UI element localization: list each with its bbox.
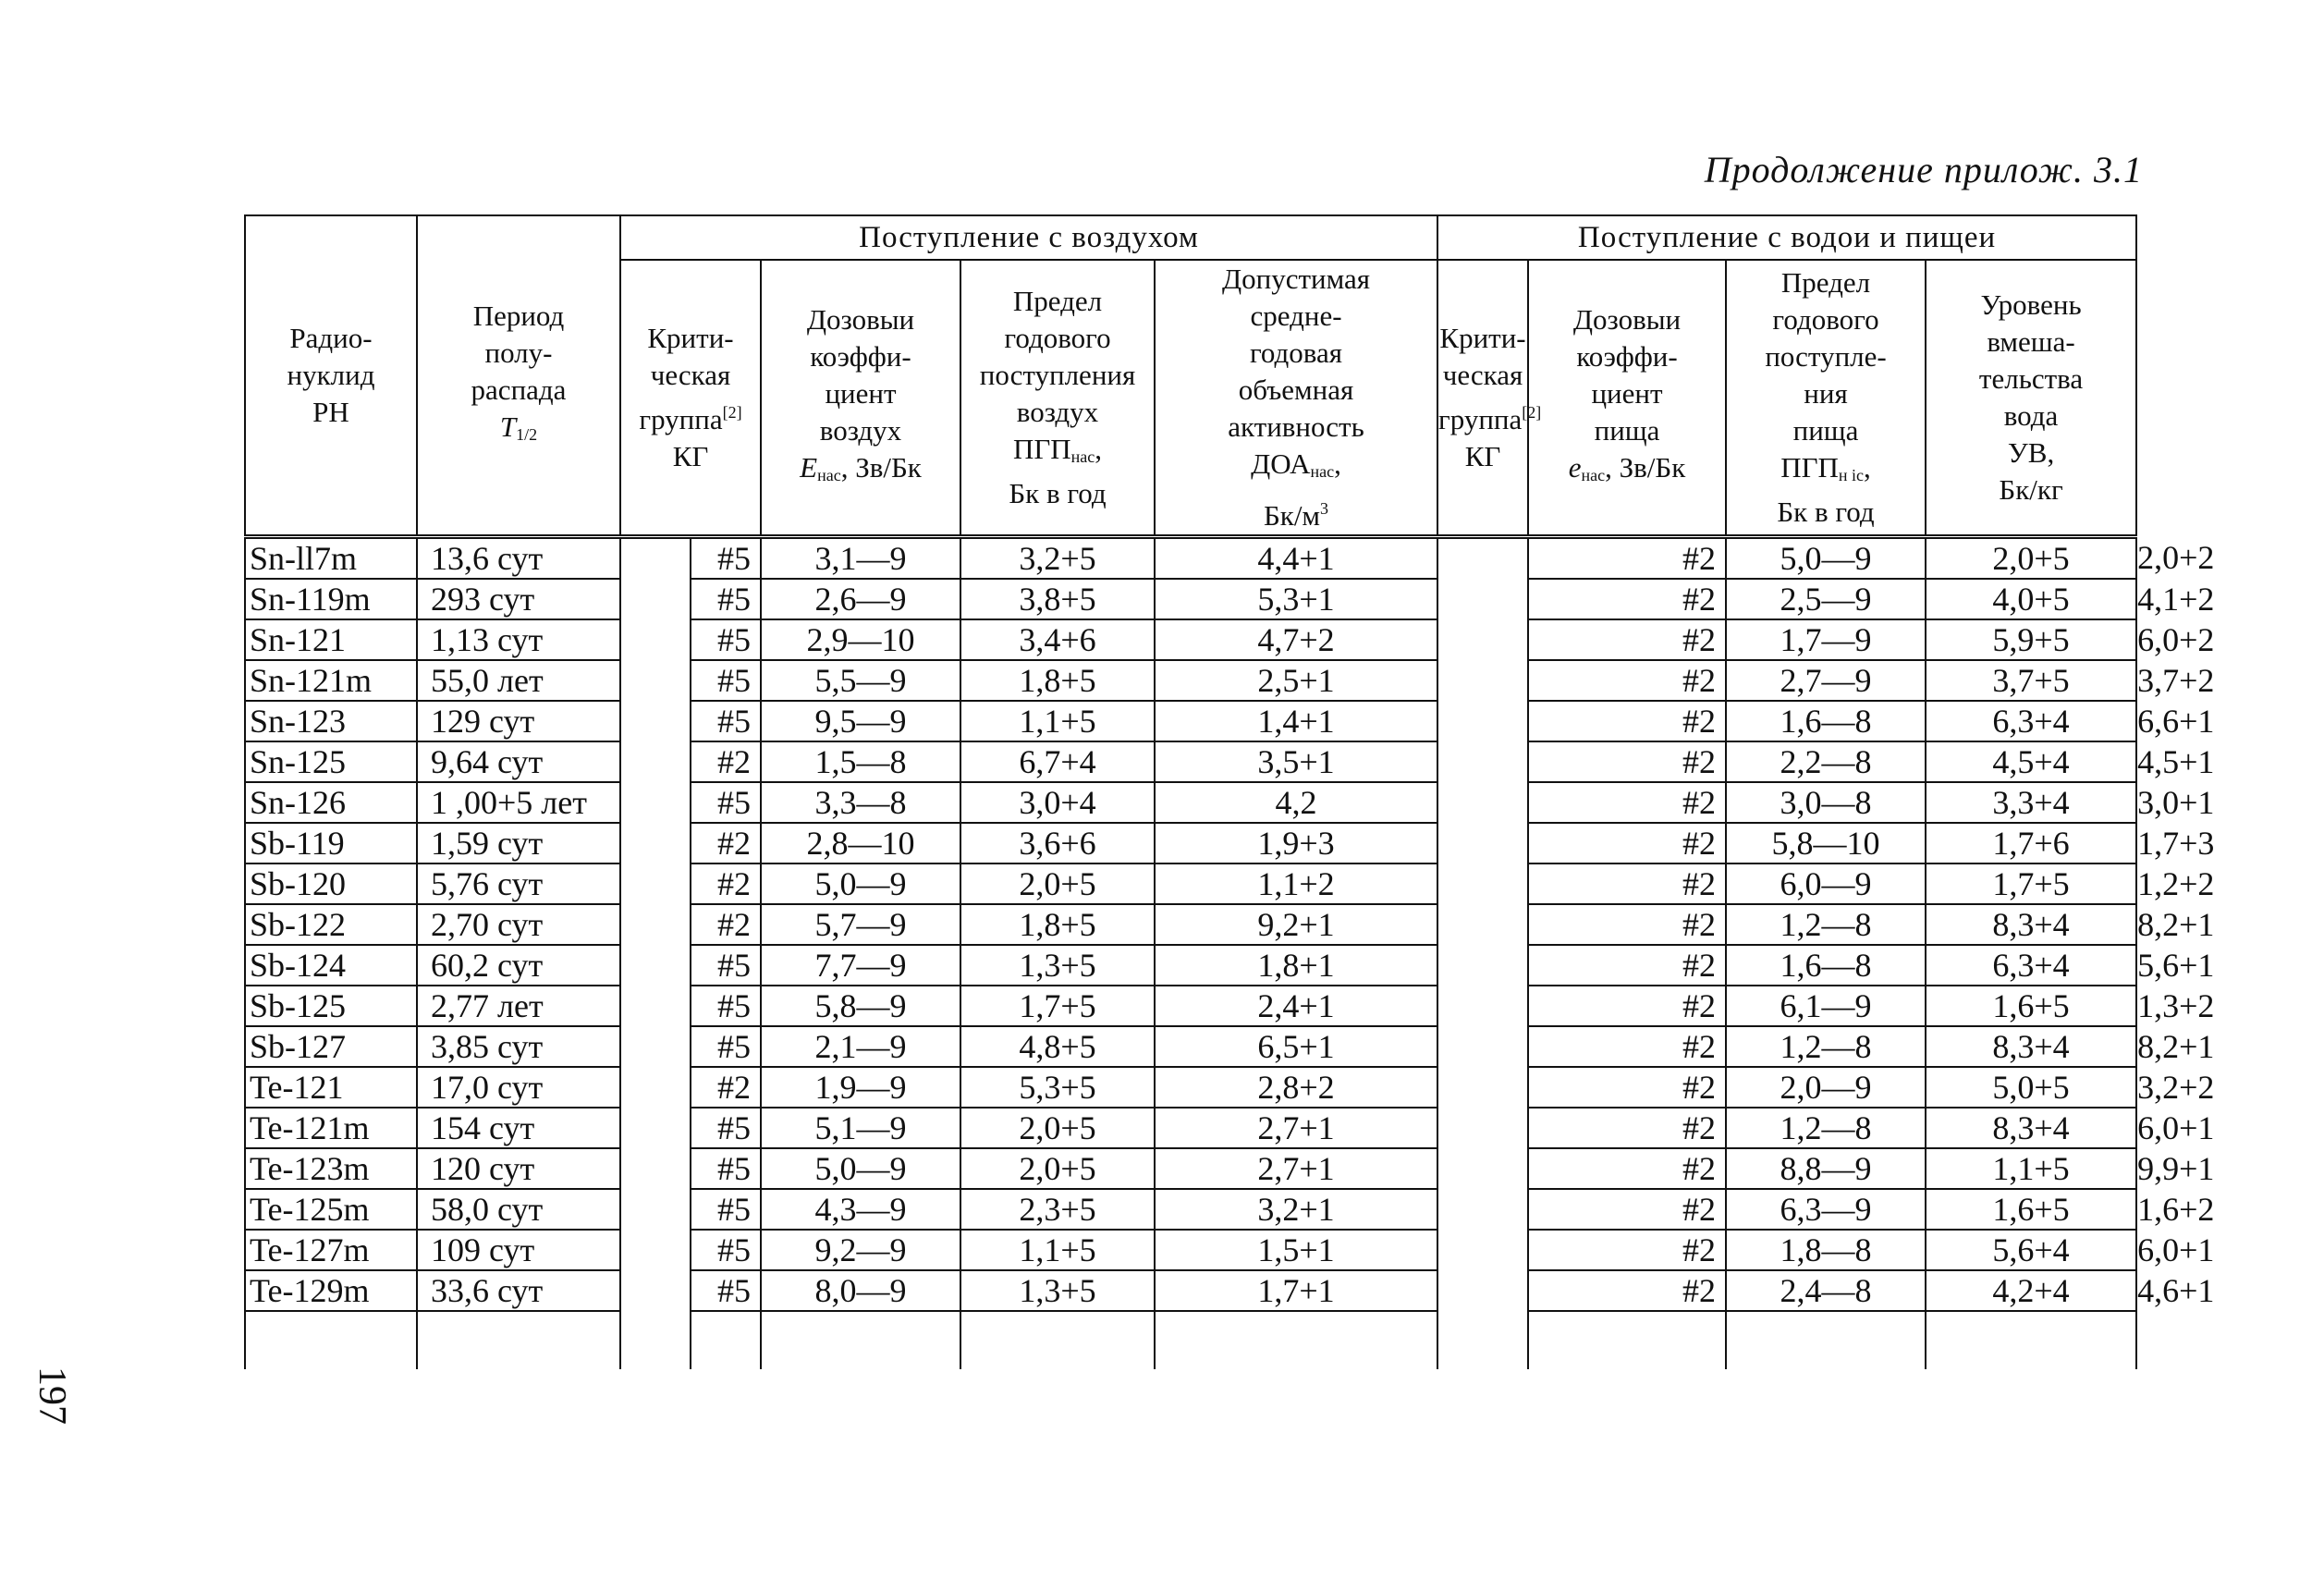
cell-limit-water: 8,3+4 [1926, 1108, 2136, 1148]
cell-kg-water: #2 [1528, 1067, 1726, 1108]
cell-dose-water: 6,3—9 [1726, 1189, 1926, 1230]
cell-nuclide: Sn-121 [245, 619, 417, 660]
cell-limit-air: 2,3+5 [960, 1189, 1155, 1230]
cell-kg-air: #5 [691, 1148, 761, 1189]
cell-limit-water: 8,3+4 [1926, 904, 2136, 945]
cell-limit-air: 1,1+5 [960, 1230, 1155, 1270]
cell-nuclide: Te-127m [245, 1230, 417, 1270]
cell-nuclide: Te-121m [245, 1108, 417, 1148]
cell-half-life: 9,64 сут [417, 741, 620, 782]
cell-kg-water: #2 [1528, 782, 1726, 823]
cell-limit-water: 5,0+5 [1926, 1067, 2136, 1108]
cell-dose-water: 2,5—9 [1726, 579, 1926, 619]
cell-kg-air: #5 [691, 660, 761, 701]
cell-doa: 6,5+1 [1155, 1026, 1437, 1067]
cell-limit-water: 1,6+5 [1926, 1189, 2136, 1230]
cell-kg-water: #2 [1528, 863, 1726, 904]
cell-half-life: 1,13 сут [417, 619, 620, 660]
cell-doa: 2,7+1 [1155, 1108, 1437, 1148]
cell-doa: 1,9+3 [1155, 823, 1437, 863]
cell-doa: 1,1+2 [1155, 863, 1437, 904]
cell-nuclide: Sn-123 [245, 701, 417, 741]
cell-dose-air: 1,5—8 [761, 741, 960, 782]
cell-kg-water-blank [1437, 701, 1528, 741]
cell-kg-water-blank [1437, 823, 1528, 863]
table-row: Sn-121 1,13 сут #5 2,9—10 3,4+6 4,7+2 #2 1,7—9 5,9+5 6,0+2 [245, 619, 2136, 660]
cell-kg-water-blank [1437, 1026, 1528, 1067]
cell-nuclide: Te-125m [245, 1189, 417, 1230]
cell-kg-air: #5 [691, 1230, 761, 1270]
cell-dose-air: 2,9—10 [761, 619, 960, 660]
cell-kg-air-blank [620, 1189, 691, 1230]
cell-half-life: 120 сут [417, 1148, 620, 1189]
header-half-life: Период полу- распада $T_{1/2}$ [417, 215, 620, 537]
cell-kg-air-blank [620, 660, 691, 701]
cell-half-life: 1,59 сут [417, 823, 620, 863]
cell-kg-air-blank [620, 1270, 691, 1311]
cell-kg-air-blank [620, 863, 691, 904]
cell-kg-water-blank [1437, 537, 1528, 580]
cell-kg-water-blank [1437, 986, 1528, 1026]
cell-limit-air: 3,4+6 [960, 619, 1155, 660]
header-kg-air: Крити- ческая группа[2] КГ [620, 260, 761, 537]
cell-doa: 1,5+1 [1155, 1230, 1437, 1270]
cell-kg-air-blank [620, 1026, 691, 1067]
cell-dose-water: 1,2—8 [1726, 1108, 1926, 1148]
table-row: Sb-122 2,70 сут #2 5,7—9 1,8+5 9,2+1 #2 1,2—8 8,3+4 8,2+1 [245, 904, 2136, 945]
table-row: Te-129m 33,6 сут #5 8,0—9 1,3+5 1,7+1 #2 2,4—8 4,2+4 4,6+1 [245, 1270, 2136, 1311]
table-continuation-row [245, 1311, 2136, 1369]
cell-limit-water: 8,3+4 [1926, 1026, 2136, 1067]
cell-half-life: 17,0 сут [417, 1067, 620, 1108]
table-row: Sb-125 2,77 лет #5 5,8—9 1,7+5 2,4+1 #2 6,1—9 1,6+5 1,3+2 [245, 986, 2136, 1026]
cell-dose-air: 1,9—9 [761, 1067, 960, 1108]
cell-half-life: 5,76 сут [417, 863, 620, 904]
cell-dose-water: 2,7—9 [1726, 660, 1926, 701]
cell-dose-water: 1,7—9 [1726, 619, 1926, 660]
cell-dose-water: 2,0—9 [1726, 1067, 1926, 1108]
cell-kg-water: #2 [1528, 741, 1726, 782]
header-group-air: Поступление с воздухом [620, 215, 1437, 260]
continuation-cell [417, 1311, 620, 1369]
cell-nuclide: Sb-122 [245, 904, 417, 945]
table-row: Te-125m 58,0 сут #5 4,3—9 2,3+5 3,2+1 #2 6,3—9 1,6+5 1,6+2 [245, 1189, 2136, 1230]
cell-kg-water: #2 [1528, 660, 1726, 701]
continuation-cell [1528, 1311, 1726, 1369]
cell-half-life: 129 сут [417, 701, 620, 741]
cell-dose-water: 2,4—8 [1726, 1270, 1926, 1311]
table-row: Sn-125 9,64 сут #2 1,5—8 6,7+4 3,5+1 #2 2,2—8 4,5+4 4,5+1 [245, 741, 2136, 782]
table-row: Te-121 17,0 сут #2 1,9—9 5,3+5 2,8+2 #2 2,0—9 5,0+5 3,2+2 [245, 1067, 2136, 1108]
header-kg-water: Крити- ческая группа[2] КГ [1437, 260, 1528, 537]
table-row: Te-127m 109 сут #5 9,2—9 1,1+5 1,5+1 #2 1,8—8 5,6+4 6,0+1 [245, 1230, 2136, 1270]
cell-half-life: 109 сут [417, 1230, 620, 1270]
table-body [245, 537, 2215, 1370]
cell-kg-air-blank [620, 986, 691, 1026]
cell-doa: 2,7+1 [1155, 1148, 1437, 1189]
cell-kg-water-blank [1437, 741, 1528, 782]
cell-nuclide: Te-123m [245, 1148, 417, 1189]
table-row: Sn-119m 293 сут #5 2,6—9 3,8+5 5,3+1 #2 2,5—9 4,0+5 4,1+2 [245, 579, 2136, 619]
cell-limit-water: 5,9+5 [1926, 619, 2136, 660]
cell-limit-water: 5,6+4 [1926, 1230, 2136, 1270]
cell-kg-air: #5 [691, 945, 761, 986]
cell-kg-water: #2 [1528, 986, 1726, 1026]
cell-doa: 1,4+1 [1155, 701, 1437, 741]
cell-kg-water: #2 [1528, 619, 1726, 660]
cell-kg-air-blank [620, 741, 691, 782]
header-dose-water: Дозовыи коэффи- циент пища $e_{нас}$, Зв/Бк [1528, 260, 1726, 537]
cell-limit-air: 5,3+5 [960, 1067, 1155, 1108]
cell-kg-air: #2 [691, 1067, 761, 1108]
cell-nuclide: Sn-126 [245, 782, 417, 823]
continuation-cell [1437, 1311, 1528, 1369]
cell-dose-air: 5,1—9 [761, 1108, 960, 1148]
continuation-cell [960, 1311, 1155, 1369]
cell-kg-water: #2 [1528, 1108, 1726, 1148]
radionuclide-table [244, 214, 2215, 1369]
cell-dose-air: 7,7—9 [761, 945, 960, 986]
cell-kg-air: #5 [691, 537, 761, 580]
cell-half-life: 55,0 лет [417, 660, 620, 701]
cell-dose-water: 5,8—10 [1726, 823, 1926, 863]
cell-limit-air: 3,0+4 [960, 782, 1155, 823]
cell-kg-air: #2 [691, 863, 761, 904]
cell-dose-air: 2,1—9 [761, 1026, 960, 1067]
cell-kg-water-blank [1437, 660, 1528, 701]
cell-nuclide: Te-121 [245, 1067, 417, 1108]
cell-kg-water: #2 [1528, 1026, 1726, 1067]
cell-kg-water-blank [1437, 579, 1528, 619]
cell-dose-air: 4,3—9 [761, 1189, 960, 1230]
cell-kg-water: #2 [1528, 945, 1726, 986]
header-limit-air: Предел годового поступления воздух $ПГП_{нас}$, Бк в год [960, 260, 1155, 537]
cell-limit-air: 3,2+5 [960, 537, 1155, 580]
cell-half-life: 3,85 сут [417, 1026, 620, 1067]
cell-limit-water: 1,1+5 [1926, 1148, 2136, 1189]
continuation-cell [691, 1311, 761, 1369]
cell-doa: 9,2+1 [1155, 904, 1437, 945]
cell-dose-air: 5,0—9 [761, 863, 960, 904]
cell-half-life: 2,70 сут [417, 904, 620, 945]
cell-doa: 2,4+1 [1155, 986, 1437, 1026]
cell-kg-air-blank [620, 579, 691, 619]
continuation-cell [620, 1311, 691, 1369]
cell-limit-air: 2,0+5 [960, 1148, 1155, 1189]
table-row: Te-121m 154 сут #5 5,1—9 2,0+5 2,7+1 #2 1,2—8 8,3+4 6,0+1 [245, 1108, 2136, 1148]
table-row: Sb-127 3,85 сут #5 2,1—9 4,8+5 6,5+1 #2 1,2—8 8,3+4 8,2+1 [245, 1026, 2136, 1067]
cell-dose-air: 3,1—9 [761, 537, 960, 580]
cell-half-life: 33,6 сут [417, 1270, 620, 1311]
cell-dose-air: 2,6—9 [761, 579, 960, 619]
cell-kg-water-blank [1437, 1230, 1528, 1270]
cell-limit-water: 6,3+4 [1926, 945, 2136, 986]
cell-kg-air: #5 [691, 1189, 761, 1230]
cell-kg-air: #5 [691, 1108, 761, 1148]
cell-doa: 2,5+1 [1155, 660, 1437, 701]
continuation-cell [1726, 1311, 1926, 1369]
cell-kg-air-blank [620, 823, 691, 863]
cell-doa: 1,7+1 [1155, 1270, 1437, 1311]
cell-kg-air: #2 [691, 741, 761, 782]
cell-kg-water: #2 [1528, 537, 1726, 580]
cell-nuclide: Sb-125 [245, 986, 417, 1026]
cell-limit-water: 4,0+5 [1926, 579, 2136, 619]
cell-limit-air: 4,8+5 [960, 1026, 1155, 1067]
cell-nuclide: Sb-119 [245, 823, 417, 863]
cell-dose-water: 8,8—9 [1726, 1148, 1926, 1189]
cell-limit-water: 2,0+5 [1926, 537, 2136, 580]
cell-kg-water: #2 [1528, 1230, 1726, 1270]
cell-dose-water: 5,0—9 [1726, 537, 1926, 580]
cell-kg-air-blank [620, 619, 691, 660]
cell-limit-water: 4,5+4 [1926, 741, 2136, 782]
cell-doa: 2,8+2 [1155, 1067, 1437, 1108]
table-row: Sn-ll7m 13,6 сут #5 3,1—9 3,2+5 4,4+1 #2 5,0—9 2,0+5 2,0+2 [245, 537, 2136, 580]
cell-dose-water: 6,1—9 [1726, 986, 1926, 1026]
cell-nuclide: Sn-119m [245, 579, 417, 619]
cell-doa: 4,4+1 [1155, 537, 1437, 580]
cell-limit-water: 1,7+5 [1926, 863, 2136, 904]
cell-kg-water-blank [1437, 945, 1528, 986]
cell-nuclide: Sn-125 [245, 741, 417, 782]
cell-dose-air: 5,8—9 [761, 986, 960, 1026]
cell-dose-water: 2,2—8 [1726, 741, 1926, 782]
cell-kg-air-blank [620, 904, 691, 945]
cell-nuclide: Sb-124 [245, 945, 417, 986]
cell-limit-air: 3,8+5 [960, 579, 1155, 619]
cell-half-life: 2,77 лет [417, 986, 620, 1026]
cell-kg-air-blank [620, 701, 691, 741]
cell-kg-water: #2 [1528, 1189, 1726, 1230]
header-nuclide: Радио- нуклид РН [245, 215, 417, 537]
cell-limit-water: 4,2+4 [1926, 1270, 2136, 1311]
cell-kg-water-blank [1437, 1108, 1528, 1148]
cell-doa: 1,8+1 [1155, 945, 1437, 986]
cell-kg-water: #2 [1528, 579, 1726, 619]
continuation-cell [761, 1311, 960, 1369]
cell-dose-water: 1,2—8 [1726, 904, 1926, 945]
cell-nuclide: Sb-127 [245, 1026, 417, 1067]
cell-dose-water: 3,0—8 [1726, 782, 1926, 823]
cell-kg-water: #2 [1528, 1148, 1726, 1189]
cell-dose-air: 8,0—9 [761, 1270, 960, 1311]
cell-limit-air: 1,1+5 [960, 701, 1155, 741]
cell-nuclide: Sn-121m [245, 660, 417, 701]
continuation-cell [1926, 1311, 2136, 1369]
cell-limit-air: 3,6+6 [960, 823, 1155, 863]
cell-nuclide: Te-129m [245, 1270, 417, 1311]
cell-kg-water-blank [1437, 1189, 1528, 1230]
table-row: Sn-126 1 ,00+5 лет #5 3,3—8 3,0+4 4,2 #2 3,0—8 3,3+4 3,0+1 [245, 782, 2136, 823]
cell-limit-air: 1,3+5 [960, 945, 1155, 986]
header-limit-water: Предел годового поступле- ния пища $ПГП_{н іс}$, Бк в год [1726, 260, 1926, 537]
caption: Продолжение прилож. 3.1 [1704, 149, 2143, 190]
header-group-water: Поступление с водои и пищеи [1437, 215, 2136, 260]
cell-dose-air: 9,5—9 [761, 701, 960, 741]
cell-kg-water-blank [1437, 1067, 1528, 1108]
cell-kg-water-blank [1437, 863, 1528, 904]
cell-limit-air: 1,7+5 [960, 986, 1155, 1026]
cell-dose-air: 2,8—10 [761, 823, 960, 863]
cell-dose-air: 5,5—9 [761, 660, 960, 701]
table-row: Sn-121m 55,0 лет #5 5,5—9 1,8+5 2,5+1 #2 2,7—9 3,7+5 3,7+2 [245, 660, 2136, 701]
cell-limit-water: 3,3+4 [1926, 782, 2136, 823]
cell-doa: 5,3+1 [1155, 579, 1437, 619]
cell-kg-air: #5 [691, 579, 761, 619]
cell-kg-water-blank [1437, 782, 1528, 823]
cell-dose-water: 1,6—8 [1726, 701, 1926, 741]
cell-dose-water: 1,8—8 [1726, 1230, 1926, 1270]
cell-half-life: 1 ,00+5 лет [417, 782, 620, 823]
continuation-cell [1155, 1311, 1437, 1369]
header-level: Уровень вмеша- тельства вода УВ, Бк/кг [1926, 260, 2136, 537]
table-row: Sn-123 129 сут #5 9,5—9 1,1+5 1,4+1 #2 1,6—8 6,3+4 6,6+1 [245, 701, 2136, 741]
cell-kg-air: #5 [691, 701, 761, 741]
page-number: 197 [31, 1366, 73, 1425]
cell-dose-water: 1,6—8 [1726, 945, 1926, 986]
cell-limit-air: 6,7+4 [960, 741, 1155, 782]
cell-half-life: 13,6 сут [417, 537, 620, 580]
cell-limit-water: 6,3+4 [1926, 701, 2136, 741]
cell-kg-air: #5 [691, 986, 761, 1026]
cell-kg-air-blank [620, 1230, 691, 1270]
cell-kg-water: #2 [1528, 701, 1726, 741]
cell-limit-air: 1,3+5 [960, 1270, 1155, 1311]
header-doa: Допустимая средне- годовая объемная активность $ДОА_{нас}$, $Бк/м^3$ [1155, 260, 1437, 537]
cell-kg-air-blank [620, 945, 691, 986]
cell-half-life: 58,0 сут [417, 1189, 620, 1230]
cell-kg-water-blank [1437, 1270, 1528, 1311]
cell-kg-air: #5 [691, 1026, 761, 1067]
cell-dose-air: 5,0—9 [761, 1148, 960, 1189]
cell-dose-air: 3,3—8 [761, 782, 960, 823]
cell-kg-air-blank [620, 1148, 691, 1189]
cell-dose-air: 5,7—9 [761, 904, 960, 945]
cell-kg-air: #5 [691, 782, 761, 823]
table-row: Sb-119 1,59 сут #2 2,8—10 3,6+6 1,9+3 #2 5,8—10 1,7+6 1,7+3 [245, 823, 2136, 863]
cell-half-life: 60,2 сут [417, 945, 620, 986]
cell-dose-air: 9,2—9 [761, 1230, 960, 1270]
cell-limit-water: 1,7+6 [1926, 823, 2136, 863]
cell-dose-water: 6,0—9 [1726, 863, 1926, 904]
cell-kg-air: #2 [691, 823, 761, 863]
cell-half-life: 293 сут [417, 579, 620, 619]
cell-kg-air: #5 [691, 1270, 761, 1311]
table-row: Sb-120 5,76 сут #2 5,0—9 2,0+5 1,1+2 #2 6,0—9 1,7+5 1,2+2 [245, 863, 2136, 904]
cell-kg-air-blank [620, 537, 691, 580]
cell-nuclide: Sb-120 [245, 863, 417, 904]
cell-kg-water-blank [1437, 904, 1528, 945]
cell-limit-air: 2,0+5 [960, 863, 1155, 904]
cell-kg-water: #2 [1528, 823, 1726, 863]
cell-kg-water-blank [1437, 619, 1528, 660]
cell-dose-water: 1,2—8 [1726, 1026, 1926, 1067]
cell-kg-air-blank [620, 1067, 691, 1108]
cell-nuclide: Sn-ll7m [245, 537, 417, 580]
cell-kg-air: #5 [691, 619, 761, 660]
continuation-cell [245, 1311, 417, 1369]
table-row: Sb-124 60,2 сут #5 7,7—9 1,3+5 1,8+1 #2 1,6—8 6,3+4 5,6+1 [245, 945, 2136, 986]
cell-kg-water: #2 [1528, 904, 1726, 945]
cell-doa: 3,5+1 [1155, 741, 1437, 782]
cell-kg-air-blank [620, 782, 691, 823]
cell-limit-water: 1,6+5 [1926, 986, 2136, 1026]
cell-doa: 4,2 [1155, 782, 1437, 823]
table-row: Te-123m 120 сут #5 5,0—9 2,0+5 2,7+1 #2 8,8—9 1,1+5 9,9+1 [245, 1148, 2136, 1189]
cell-limit-air: 2,0+5 [960, 1108, 1155, 1148]
cell-kg-water-blank [1437, 1148, 1528, 1189]
cell-kg-water: #2 [1528, 1270, 1726, 1311]
cell-limit-air: 1,8+5 [960, 904, 1155, 945]
cell-doa: 4,7+2 [1155, 619, 1437, 660]
header-dose-air: Дозовыи коэффи- циент воздух $E_{нас}$, Зв/Бк [761, 260, 960, 537]
cell-half-life: 154 сут [417, 1108, 620, 1148]
cell-limit-water: 3,7+5 [1926, 660, 2136, 701]
cell-doa: 3,2+1 [1155, 1189, 1437, 1230]
cell-limit-air: 1,8+5 [960, 660, 1155, 701]
cell-kg-air: #2 [691, 904, 761, 945]
cell-kg-air-blank [620, 1108, 691, 1148]
